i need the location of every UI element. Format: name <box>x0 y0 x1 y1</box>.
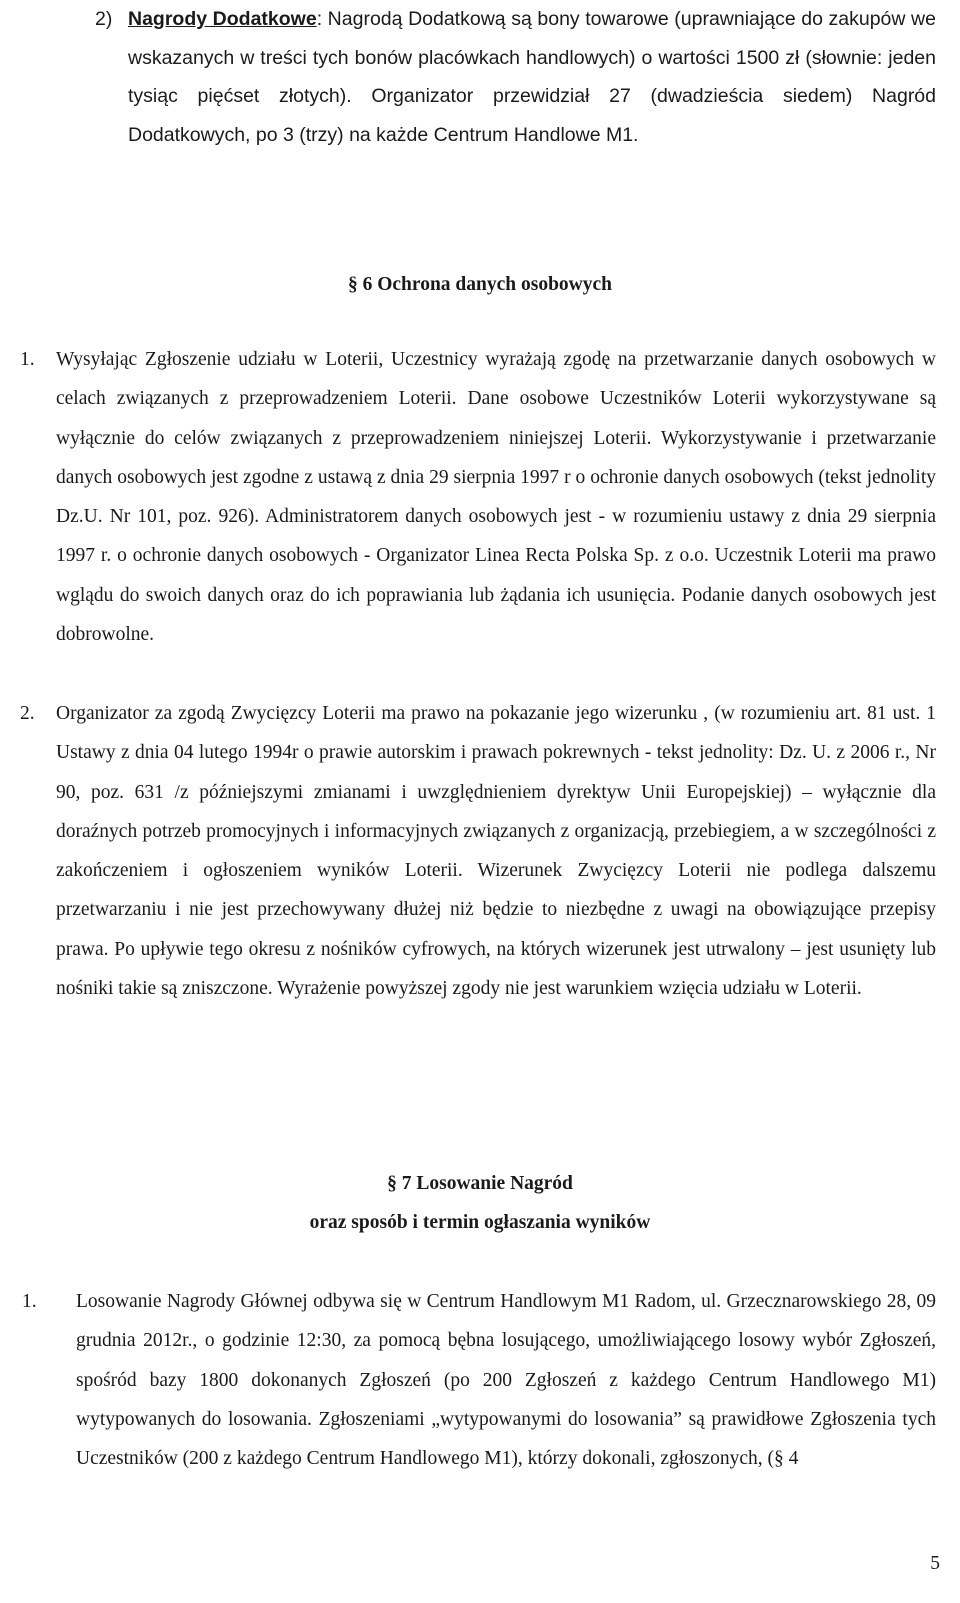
section-6-item-1-text: Wysyłając Zgłoszenie udziału w Loterii, Uczestnicy wyrażają zgodę na przetwarzanie danych osobowych w celach związanych z przeprowadzeniem Loterii. Dane osobowe Uczestników Loterii wykorzystywane są wyłącznie do celów związanych z przeprowadzeniem niniejszej Loterii. Wykorzystywanie i przetwarzanie danych osobowych jest zgodne z ustawą z dnia 29 sierpnia 1997 r o ochronie danych osobowych (tekst jednolity Dz.U. Nr 101, poz. 926). Administratorem danych osobowych jest - w rozumieniu ustawy z dnia 29 sierpnia 1997 r. o ochronie danych osobowych - Organizator Linea Recta Polska Sp. z o.o. Uczestnik Loterii ma prawo wglądu do swoich danych oraz do ich poprawiania lub żądania ich usunięcia. Podanie danych osobowych jest dobrowolne. <box>56 349 936 646</box>
section-6-item-1-number: 1. <box>20 349 35 370</box>
prize-paragraph <box>128 0 936 154</box>
prize-lead-term: Nagrody Dodatkowe <box>128 8 317 30</box>
section-7-heading <box>0 1169 960 1199</box>
section-6-heading <box>0 270 960 300</box>
section-6-title: 6 Ochrona danych osobowych <box>362 274 613 295</box>
section-symbol: § <box>387 1173 397 1194</box>
section-7-item-1-number: 1. <box>22 1291 37 1312</box>
section-7-title-line-1: 7 Losowanie Nagród <box>401 1173 573 1194</box>
page-number: 5 <box>930 1553 940 1574</box>
section-6-item-2-text: Organizator za zgodą Zwycięzcy Loterii ma prawo na pokazanie jego wizerunku , (w rozumieniu art. 81 ust. 1 Ustawy z dnia 04 lutego 1994r o prawie autorskim i prawach pokrewnych - tekst jednolity: Dz. U. z 2006 r., Nr 90, poz. 631 /z późniejszymi zmianami i uwzględnieniem dyrektyw Unii Europejskiej) – wyłącznie dla doraźnych potrzeb promocyjnych i informacyjnych związanych z organizacją, przebiegiem, a w szczególności z zakończeniem i ogłoszeniem wyników Loterii. Wizerunek Zwycięzcy Loterii nie podlega dalszemu przetwarzaniu i nie jest przechowywany dłużej niż będzie to niezbędne z uwagi na obowiązujące przepisy prawa. Po upływie tego okresu z nośników cyfrowych, na których wizerunek jest utrwalony – jest usunięty lub nośniki takie są zniszczone. Wyrażenie powyższej zgody nie jest warunkiem wzięcia udziału w Loterii. <box>56 703 936 1000</box>
prize-item-number: 2) <box>95 8 113 30</box>
section-7-item-1-text: Losowanie Nagrody Głównej odbywa się w Centrum Handlowym M1 Radom, ul. Grzecznarowskiego 28, 09 grudnia 2012r., o godzinie 12:30, za pomocą bębna losującego, umożliwiającego losowy wybór Zgłoszeń, spośród bazy 1800 dokonanych Zgłoszeń (po 200 Zgłoszeń z każdego Centrum Handlowego M1) wytypowanych do losowania. Zgłoszeniami „wytypowanymi do losowania” są prawidłowe Zgłoszenia tych Uczestników (200 z każdego Centrum Handlowego M1), którzy dokonali, zgłoszonych, (§ 4 <box>76 1291 936 1470</box>
section-7-subheading: oraz sposób i termin ogłaszania wyników <box>309 1212 651 1233</box>
prize-text: : Nagrodą Dodatkową są bony towarowe (uprawniające do zakupów we wskazanych w treści tych bonów placówkach handlowych) o wartości 1500 zł (słownie: jeden tysiąc pięćset złotych). Organizator przewidział 27 (dwadzieścia siedem) Nagród Dodatkowych, po 3 (trzy) na każde Centrum Handlowe M1. <box>128 8 936 146</box>
section-symbol: § <box>347 274 358 295</box>
section-6-item-2-number: 2. <box>20 703 35 724</box>
